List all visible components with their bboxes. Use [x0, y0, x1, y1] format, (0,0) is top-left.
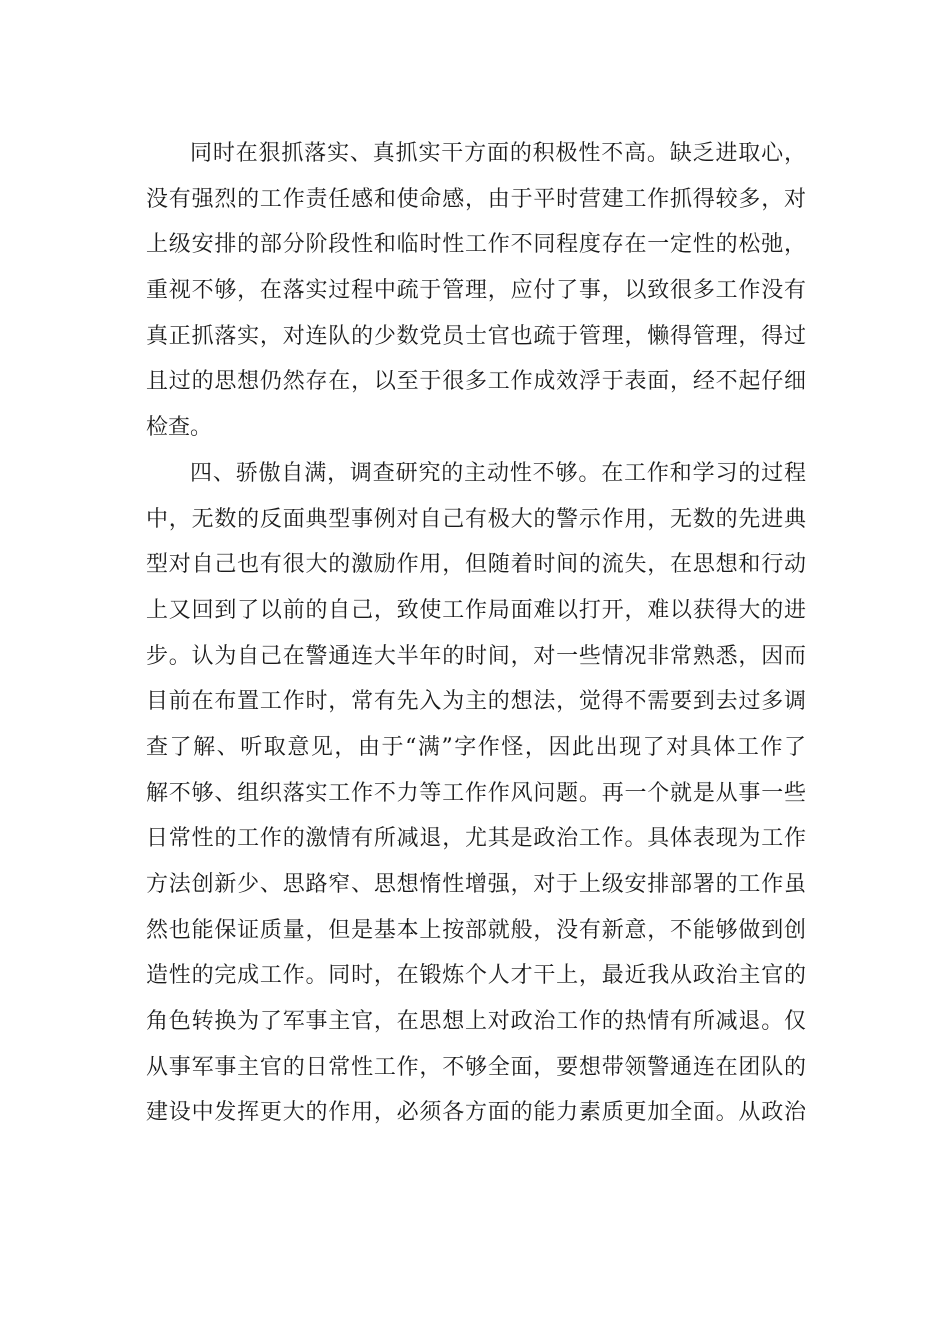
paragraph-line: 解不够、组织落实工作不力等工作作风问题。再一个就是从事一些	[146, 780, 806, 806]
paragraph-2	[146, 451, 806, 1136]
paragraph-line: 日常性的工作的激情有所减退，尤其是政治工作。具体表现为工作	[146, 826, 806, 852]
paragraph-line: 同时在狠抓落实、真抓实干方面的积极性不高。缺乏进取心，	[190, 141, 806, 166]
paragraph-line: 然也能保证质量，但是基本上按部就般，没有新意，不能够做到创	[146, 917, 806, 943]
paragraph-line: 真正抓落实，对连队的少数党员士官也疏于管理，懒得管理，得过	[146, 323, 806, 349]
paragraph-line: 上级安排的部分阶段性和临时性工作不同程度存在一定性的松弛，	[146, 232, 806, 258]
paragraph-line: 目前在布置工作时，常有先入为主的想法，觉得不需要到去过多调	[146, 689, 806, 715]
paragraph-line: 型对自己也有很大的激励作用，但随着时间的流失，在思想和行动	[146, 552, 806, 578]
paragraph-line: 步。认为自己在警通连大半年的时间，对一些情况非常熟悉，因而	[146, 643, 806, 669]
paragraph-line: 造性的完成工作。同时，在锻炼个人才干上，最近我从政治主官的	[146, 963, 806, 989]
paragraph-line: 四、骄傲自满，调查研究的主动性不够。在工作和学习的过程	[190, 460, 806, 486]
paragraph-line: 上又回到了以前的自己，致使工作局面难以打开，难以获得大的进	[146, 597, 806, 623]
paragraph-line: 没有强烈的工作责任感和使命感，由于平时营建工作抓得较多，对	[146, 186, 806, 212]
document-body	[146, 131, 806, 1136]
paragraph-line: 建设中发挥更大的作用，必须各方面的能力素质更加全面。从政治	[146, 1100, 806, 1126]
paragraph-line: 检查。	[146, 415, 213, 441]
paragraph-line: 查了解、听取意见，由于“满”字作怪，因此出现了对具体工作了	[146, 734, 806, 760]
paragraph-line: 从事军事主官的日常性工作，不够全面，要想带领警通连在团队的	[146, 1054, 806, 1080]
paragraph-line: 方法创新少、思路窄、思想惰性增强，对于上级安排部署的工作虽	[146, 872, 806, 897]
paragraph-line: 中，无数的反面典型事例对自己有极大的警示作用，无数的先进典	[146, 506, 806, 532]
paragraph-1	[146, 131, 806, 451]
paragraph-line: 角色转换为了军事主官，在思想上对政治工作的热情有所减退。仅	[146, 1009, 806, 1035]
paragraph-line: 重视不够，在落实过程中疏于管理，应付了事，以致很多工作没有	[146, 278, 806, 304]
paragraph-line: 且过的思想仍然存在，以至于很多工作成效浮于表面，经不起仔细	[146, 369, 806, 395]
